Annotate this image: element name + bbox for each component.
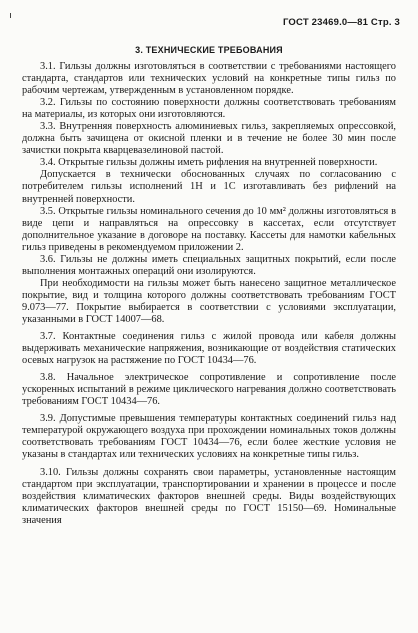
document-body <box>22 61 396 527</box>
paragraph-3-1: 3.1. Гильзы должны изготовляться в соответствии с требованиями настоящего стандарта, стандартов или технических условий на конкретные типы гильз по рабочим чертежам, утвержденным в установленном порядке. <box>22 61 396 97</box>
paragraph-3-6: 3.6. Гильзы не должны иметь специальных защитных покрытий, если после выполнения монтажных операций они изолируются. <box>22 253 396 277</box>
paragraph-3-9: 3.9. Допустимые превышения температуры контактных соединений гильз над температурой окружающего воздуха при прохождении номинальных токов должны соответствовать требованиям ГОСТ 10434—76, если более жесткие условия не указаны в стандартах или технических условиях на конкретные типы гильз. <box>22 413 396 461</box>
paragraph-3-5: 3.5. Открытые гильзы номинального сечения до 10 мм² должны изготовляться в виде цепи и направляться на опрессовку в кассетах, если отсутствует дополнительное указание в договоре на поставку. Кассеты для намотки кабельных гильз приведены в рекомендуемом приложении 2. <box>22 205 396 253</box>
paragraph-3-2: 3.2. Гильзы по состоянию поверхности должны соответствовать требованиям на материалы, из которых они изготовляются. <box>22 97 396 121</box>
page-header: ГОСТ 23469.0—81 Стр. 3 <box>282 17 400 28</box>
section-title: 3. ТЕХНИЧЕСКИЕ ТРЕБОВАНИЯ <box>135 45 283 55</box>
paragraph-3-7: 3.7. Контактные соединения гильз с жилой провода или кабеля должны выдерживать механические напряжения, возникающие от воздействия статических осевых нагрузок на растяжение по ГОСТ 10434—76. <box>22 331 396 367</box>
paragraph-3-8: 3.8. Начальное электрическое сопротивление и сопротивление после ускоренных испытаний в режиме циклического нагревания должно соответствовать требованиям ГОСТ 10434—76. <box>22 372 396 408</box>
paragraph-3-3: 3.3. Внутренняя поверхность алюминиевых гильз, закрепляемых опрессовкой, должна быть зачищена от окисной пленки и в течение не более 30 мин после зачистки покрыта кварцевазелиновой пастой. <box>22 121 396 157</box>
scan-mark <box>10 13 11 18</box>
paragraph-3-4-note: Допускается в технически обоснованных случаях по согласованию с потребителем гильзы исполнений 1Н и 1С изготавливать без рифлений на внутренней поверхности. <box>22 169 396 205</box>
paragraph-3-6-note: При необходимости на гильзы может быть нанесено защитное металлическое покрытие, вид и толщина которого должны соответствовать требованиям ГОСТ 9.073—77. Покрытие выбирается в соответствии с условиями эксплуатации, указанными в ГОСТ 14007—68. <box>22 277 396 325</box>
paragraph-3-4: 3.4. Открытые гильзы должны иметь рифления на внутренней поверхности. <box>40 157 378 169</box>
paragraph-3-10: 3.10. Гильзы должны сохранять свои параметры, установленные настоящим стандартом при эксплуатации, транспортировании и хранении в процессе и после воздействия климатических факторов внешней среды. Виды воздействующих климатических факторов внешней среды по ГОСТ 15150—69. Номинальные значения <box>22 466 396 526</box>
